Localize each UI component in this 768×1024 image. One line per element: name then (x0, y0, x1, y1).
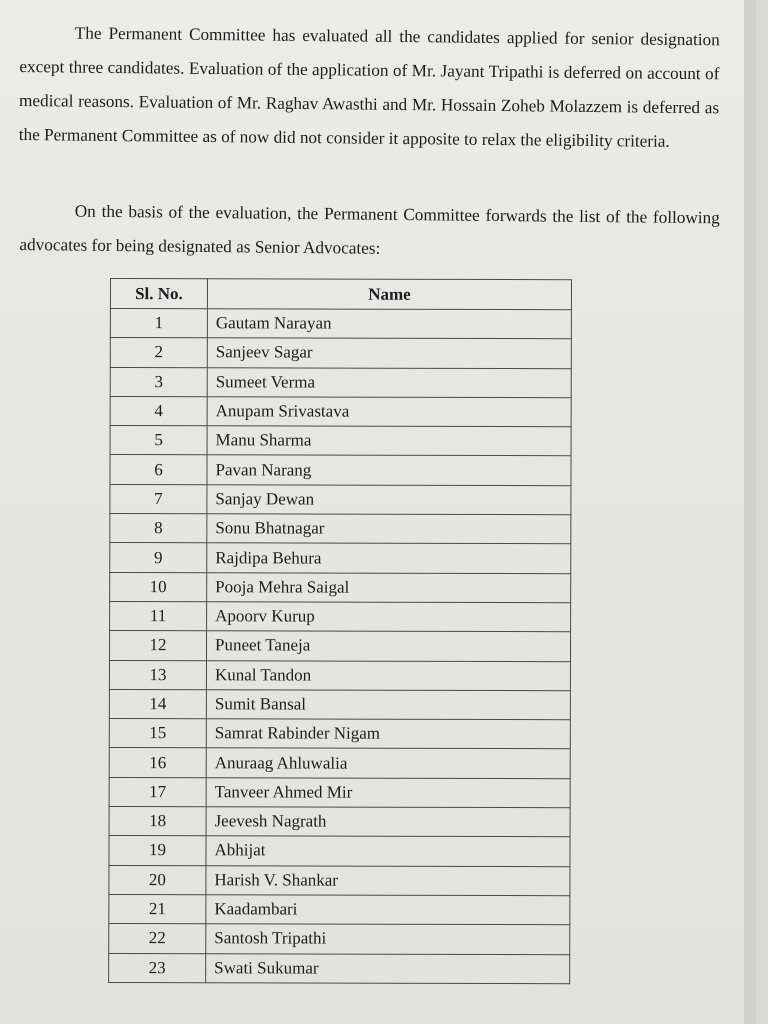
advocate-name-cell: Santosh Tripathi (206, 924, 570, 954)
page-edge (744, 0, 756, 1024)
table-body (109, 309, 572, 984)
header-sl-no: Sl. No. (110, 279, 207, 309)
table-row (110, 396, 571, 427)
serial-number-cell: 2 (110, 338, 207, 368)
advocate-name-cell: Samrat Rabinder Nigam (206, 719, 570, 749)
advocate-name-cell: Jeevesh Nagrath (206, 807, 570, 837)
advocate-name-cell: Tanveer Ahmed Mir (206, 778, 570, 808)
paragraph-deferred-evaluations (19, 16, 720, 159)
advocate-name-cell: Pooja Mehra Saigal (207, 572, 571, 602)
serial-number-cell: 22 (109, 924, 206, 954)
paragraph-text: The Permanent Committee has evaluated all the candidates applied for senior designation except three candidates. Evaluation of the application of Mr. Jayant Tripathi is deferred on account of medical reasons. Evaluation of Mr. Raghav Awasthi and Mr. Hossain Zoheb Molazzem is deferred as the Permanent Committee as of now did not consider it apposite to relax the eligibility criteria. (18, 23, 720, 151)
serial-number-cell: 10 (110, 572, 207, 602)
serial-number-cell: 6 (110, 455, 207, 485)
advocate-name-cell: Swati Sukumar (206, 953, 570, 983)
table-row (110, 514, 571, 545)
advocate-name-cell: Kaadambari (206, 895, 570, 925)
advocate-name-cell: Harish V. Shankar (206, 865, 570, 895)
serial-number-cell: 21 (109, 894, 206, 924)
serial-number-cell: 14 (109, 689, 206, 719)
advocate-name-cell: Abhijat (206, 836, 570, 866)
table-row (109, 953, 570, 984)
serial-number-cell: 8 (110, 514, 207, 544)
table-row (110, 367, 571, 398)
advocate-name-cell: Apoorv Kurup (207, 602, 571, 632)
table-header-row (110, 279, 571, 310)
paragraph-text: On the basis of the evaluation, the Permanent Committee forwards the list of the following advocates for being designated as Senior Advocates: (19, 201, 720, 258)
table-row (110, 484, 571, 515)
advocate-name-cell: Kunal Tandon (206, 660, 570, 690)
serial-number-cell: 17 (109, 777, 206, 807)
advocate-name-cell: Gautam Narayan (207, 309, 571, 339)
serial-number-cell: 20 (109, 865, 206, 895)
table-row (109, 689, 570, 720)
serial-number-cell: 13 (109, 660, 206, 690)
table-row (109, 748, 570, 779)
advocate-name-cell: Puneet Taneja (206, 631, 570, 661)
advocate-name-cell: Rajdipa Behura (207, 543, 571, 573)
table-row (110, 426, 571, 457)
table-row (110, 601, 571, 632)
table-row (109, 660, 570, 691)
table-row (109, 807, 570, 838)
serial-number-cell: 12 (109, 631, 206, 661)
serial-number-cell: 1 (110, 309, 207, 339)
paragraph-forward-list (19, 194, 720, 269)
advocate-name-cell: Manu Sharma (207, 426, 571, 456)
advocate-name-cell: Sanjeev Sagar (207, 338, 571, 368)
advocate-name-cell: Sumit Bansal (206, 690, 570, 720)
serial-number-cell: 15 (109, 719, 206, 749)
table-row (109, 894, 570, 925)
table-row (110, 543, 571, 574)
serial-number-cell: 11 (110, 601, 207, 631)
senior-advocates-table (108, 278, 572, 984)
table-row (109, 924, 570, 955)
serial-number-cell: 16 (109, 748, 206, 778)
serial-number-cell: 19 (109, 836, 206, 866)
table-row (109, 865, 570, 896)
advocate-name-cell: Anuraag Ahluwalia (206, 748, 570, 778)
serial-number-cell: 3 (110, 367, 207, 397)
table-row (109, 631, 570, 662)
table-row (109, 777, 570, 808)
table-row (110, 309, 571, 340)
serial-number-cell: 23 (109, 953, 206, 983)
serial-number-cell: 4 (110, 396, 207, 426)
serial-number-cell: 7 (110, 484, 207, 514)
advocate-name-cell: Sumeet Verma (207, 367, 571, 397)
serial-number-cell: 9 (110, 543, 207, 573)
serial-number-cell: 5 (110, 426, 207, 456)
advocate-name-cell: Anupam Srivastava (207, 397, 571, 427)
advocate-name-cell: Pavan Narang (207, 455, 571, 485)
advocate-name-cell: Sanjay Dewan (207, 485, 571, 515)
table-row (109, 836, 570, 867)
table-row (109, 719, 570, 750)
table-row (110, 455, 571, 486)
header-name: Name (207, 279, 571, 310)
advocate-name-cell: Sonu Bhatnagar (207, 514, 571, 544)
serial-number-cell: 18 (109, 807, 206, 837)
table-row (110, 572, 571, 603)
table-row (110, 338, 571, 369)
